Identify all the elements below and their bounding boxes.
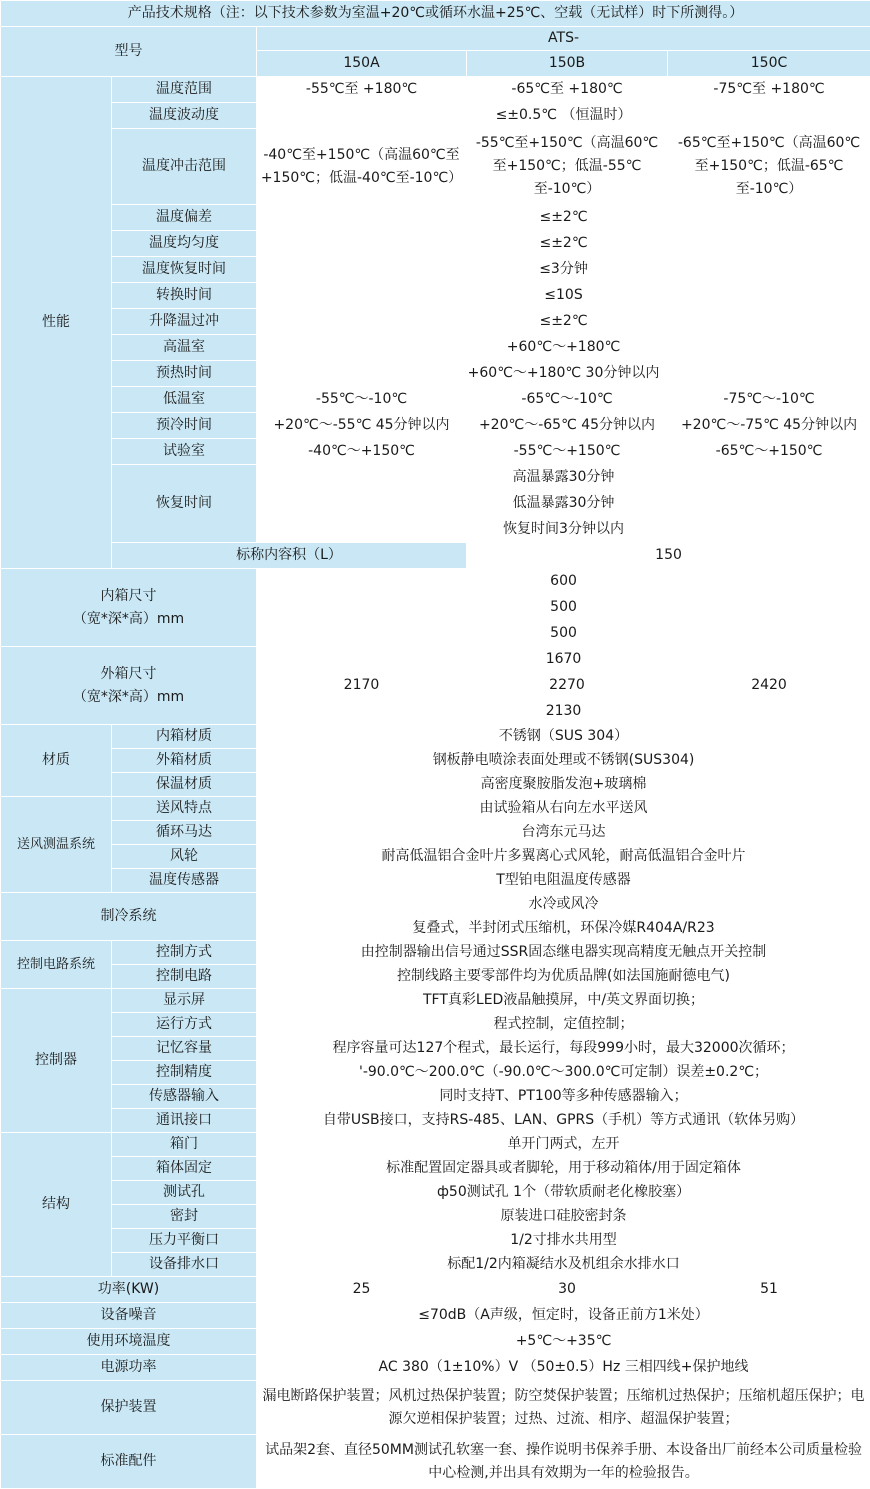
airflow-value: 由试验箱从右向左水平送风 — [257, 797, 870, 821]
airflow-value: T型铂电阻温度传感器 — [257, 869, 870, 893]
refrigeration-cooling: 水冷或风冷 — [257, 893, 870, 917]
temp-range-150b: -65℃至 +180℃ — [467, 77, 668, 103]
recovery-label: 温度恢复时间 — [112, 257, 257, 283]
outer-size-width: 1670 — [257, 647, 870, 673]
structure-value: 标准配置固定器具或者脚轮，用于移动箱体/用于固定箱体 — [257, 1157, 870, 1181]
model-150a: 150A — [257, 51, 467, 77]
material-value: 不锈钢（SUS 304） — [257, 725, 870, 749]
refrigeration-label: 制冷系统 — [1, 893, 257, 941]
recovery-time-label: 恢复时间 — [112, 465, 257, 543]
control-circuit-label: 控制电路 — [112, 965, 257, 989]
deviation-value: ≤±2℃ — [257, 205, 870, 231]
low-chamber-150b: -65℃～-10℃ — [467, 387, 668, 413]
switch-time-label: 转换时间 — [112, 283, 257, 309]
structure-label: 测试孔 — [112, 1181, 257, 1205]
recovery-time-low: 低温暴露30分钟 — [257, 491, 870, 517]
material-label: 外箱材质 — [112, 749, 257, 773]
power-label: 功率(KW) — [1, 1277, 257, 1303]
preheat-label: 预热时间 — [112, 361, 257, 387]
controller-group: 控制器 — [1, 989, 112, 1133]
control-circuit-value: 控制线路主要零部件均为优质品牌(如法国施耐德电气) — [257, 965, 870, 989]
protection-label: 保护装置 — [1, 1381, 257, 1435]
preheat-value: +60℃～+180℃ 30分钟以内 — [257, 361, 870, 387]
structure-label: 箱门 — [112, 1133, 257, 1157]
low-chamber-150a: -55℃～-10℃ — [257, 387, 467, 413]
overshoot-value: ≤±2℃ — [257, 309, 870, 335]
outer-size-label-line1: 外箱尺寸 — [4, 663, 253, 686]
test-chamber-label: 试验室 — [112, 439, 257, 465]
test-chamber-150b: -55℃～+150℃ — [467, 439, 668, 465]
structure-value: ф50测试孔 1个（带软质耐老化橡胶塞） — [257, 1181, 870, 1205]
controller-label: 控制精度 — [112, 1061, 257, 1085]
structure-label: 设备排水口 — [112, 1253, 257, 1277]
airflow-value: 耐高低温铝合金叶片多翼离心式风轮，耐高低温铝合金叶片 — [257, 845, 870, 869]
overshoot-label: 升降温过冲 — [112, 309, 257, 335]
env-temp-value: +5℃～+35℃ — [257, 1329, 870, 1355]
temp-range-label: 温度范围 — [112, 77, 257, 103]
shock-range-150b: -55℃至+150℃（高温60℃至+150℃；低温-55℃至-10℃） — [467, 129, 668, 205]
precool-label: 预冷时间 — [112, 413, 257, 439]
temp-range-150a: -55℃至 +180℃ — [257, 77, 467, 103]
structure-group: 结构 — [1, 1133, 112, 1277]
precool-150c: +20℃～-75℃ 45分钟以内 — [668, 413, 870, 439]
controller-label: 传感器输入 — [112, 1085, 257, 1109]
inner-size-width: 600 — [257, 569, 870, 595]
uniformity-value: ≤±2℃ — [257, 231, 870, 257]
outer-size-label — [1, 647, 257, 725]
power-150a: 25 — [257, 1277, 467, 1303]
shock-range-150c: -65℃至+150℃（高温60℃至+150℃；低温-65℃至-10℃） — [668, 129, 870, 205]
material-group: 材质 — [1, 725, 112, 797]
fluctuation-label: 温度波动度 — [112, 103, 257, 129]
recovery-value: ≤3分钟 — [257, 257, 870, 283]
inner-size-height: 500 — [257, 621, 870, 647]
airflow-label: 风轮 — [112, 845, 257, 869]
structure-value: 单开门两式，左开 — [257, 1133, 870, 1157]
volume-value: 150 — [467, 543, 870, 569]
temp-range-150c: -75℃至 +180℃ — [668, 77, 870, 103]
inner-size-label-line2: （宽*深*高）mm — [4, 608, 253, 631]
material-label: 保温材质 — [112, 773, 257, 797]
low-chamber-label: 低温室 — [112, 387, 257, 413]
deviation-label: 温度偏差 — [112, 205, 257, 231]
supply-value: AC 380（1±10%）V （50±0.5）Hz 三相四线+保护地线 — [257, 1355, 870, 1381]
noise-value: ≤70dB（A声级，恒定时，设备正前方1米处） — [257, 1303, 870, 1329]
material-value: 高密度聚胺脂发泡+玻璃棉 — [257, 773, 870, 797]
structure-label: 箱体固定 — [112, 1157, 257, 1181]
accessories-value: 试品架2套、直径50MM测试孔软塞一套、操作说明书保养手册、本设备出厂前经本公司质量检验中心检测,并出具有效期为一年的检验报告。 — [257, 1435, 870, 1489]
shock-range-label: 温度冲击范围 — [112, 129, 257, 205]
switch-time-value: ≤10S — [257, 283, 870, 309]
inner-size-depth: 500 — [257, 595, 870, 621]
controller-label: 记忆容量 — [112, 1037, 257, 1061]
airflow-label: 循环马达 — [112, 821, 257, 845]
performance-group: 性能 — [1, 77, 112, 569]
low-chamber-150c: -75℃～-10℃ — [668, 387, 870, 413]
airflow-label: 温度传感器 — [112, 869, 257, 893]
uniformity-label: 温度均匀度 — [112, 231, 257, 257]
controller-value: TFT真彩LED液晶触摸屏，中/英文界面切换； — [257, 989, 870, 1013]
test-chamber-150c: -65℃～+150℃ — [668, 439, 870, 465]
outer-size-depth-150a: 2170 — [257, 673, 467, 699]
high-chamber-value: +60℃～+180℃ — [257, 335, 870, 361]
inner-size-label — [1, 569, 257, 647]
recovery-time-total: 恢复时间3分钟以内 — [257, 517, 870, 543]
control-circuit-value: 由控制器输出信号通过SSR固态继电器实现高精度无触点开关控制 — [257, 941, 870, 965]
accessories-label: 标准配件 — [1, 1435, 257, 1489]
outer-size-depth-150c: 2420 — [668, 673, 870, 699]
airflow-group: 送风测温系统 — [1, 797, 112, 893]
controller-value: 程式控制，定值控制； — [257, 1013, 870, 1037]
airflow-label: 送风特点 — [112, 797, 257, 821]
structure-label: 压力平衡口 — [112, 1229, 257, 1253]
controller-label: 通讯接口 — [112, 1109, 257, 1133]
power-150c: 51 — [668, 1277, 870, 1303]
recovery-time-high: 高温暴露30分钟 — [257, 465, 870, 491]
controller-value: 同时支持T、PT100等多种传感器输入； — [257, 1085, 870, 1109]
outer-size-depth-150b: 2270 — [467, 673, 668, 699]
material-value: 钢板静电喷涂表面处理或不锈钢(SUS304) — [257, 749, 870, 773]
material-label: 内箱材质 — [112, 725, 257, 749]
protection-value: 漏电断路保护装置；风机过热保护装置；防空焚保护装置；压缩机过热保护；压缩机超压保护；电源欠逆相保护装置；过热、过流、相序、超温保护装置； — [257, 1381, 870, 1435]
model-150c: 150C — [668, 51, 870, 77]
volume-label: 标称内容积（L） — [112, 543, 467, 569]
precool-150a: +20℃～-55℃ 45分钟以内 — [257, 413, 467, 439]
airflow-value: 台湾东元马达 — [257, 821, 870, 845]
table-title: 产品技术规格（注：以下技术参数为室温+20℃或循环水温+25℃、空载（无试样）时下所测得。） — [1, 1, 870, 27]
controller-value: '-90.0℃～200.0℃（-90.0℃～300.0℃可定制）误差±0.2℃； — [257, 1061, 870, 1085]
refrigeration-compressor: 复叠式，半封闭式压缩机，环保冷媒R404A/R23 — [257, 917, 870, 941]
structure-value: 原装进口硅胶密封条 — [257, 1205, 870, 1229]
outer-size-label-line2: （宽*深*高）mm — [4, 686, 253, 709]
inner-size-label-line1: 内箱尺寸 — [4, 585, 253, 608]
test-chamber-150a: -40℃～+150℃ — [257, 439, 467, 465]
model-label: 型号 — [1, 27, 257, 77]
control-circuit-group: 控制电路系统 — [1, 941, 112, 989]
fluctuation-value: ≤±0.5℃ （恒温时） — [257, 103, 870, 129]
model-prefix: ATS- — [257, 27, 870, 51]
structure-value: 1/2寸排水共用型 — [257, 1229, 870, 1253]
structure-value: 标配1/2内箱凝结水及机组余水排水口 — [257, 1253, 870, 1277]
shock-range-150a: -40℃至+150℃（高温60℃至+150℃；低温-40℃至-10℃） — [257, 129, 467, 205]
control-circuit-label: 控制方式 — [112, 941, 257, 965]
precool-150b: +20℃～-65℃ 45分钟以内 — [467, 413, 668, 439]
controller-value: 程序容量可达127个程式，最长运行，每段999小时，最大32000次循环； — [257, 1037, 870, 1061]
env-temp-label: 使用环境温度 — [1, 1329, 257, 1355]
model-150b: 150B — [467, 51, 668, 77]
controller-value: 自带USB接口，支持RS-485、LAN、GPRS（手机）等方式通讯（软体另购） — [257, 1109, 870, 1133]
structure-label: 密封 — [112, 1205, 257, 1229]
high-chamber-label: 高温室 — [112, 335, 257, 361]
power-150b: 30 — [467, 1277, 668, 1303]
outer-size-height: 2130 — [257, 699, 870, 725]
controller-label: 运行方式 — [112, 1013, 257, 1037]
controller-label: 显示屏 — [112, 989, 257, 1013]
supply-label: 电源功率 — [1, 1355, 257, 1381]
noise-label: 设备噪音 — [1, 1303, 257, 1329]
